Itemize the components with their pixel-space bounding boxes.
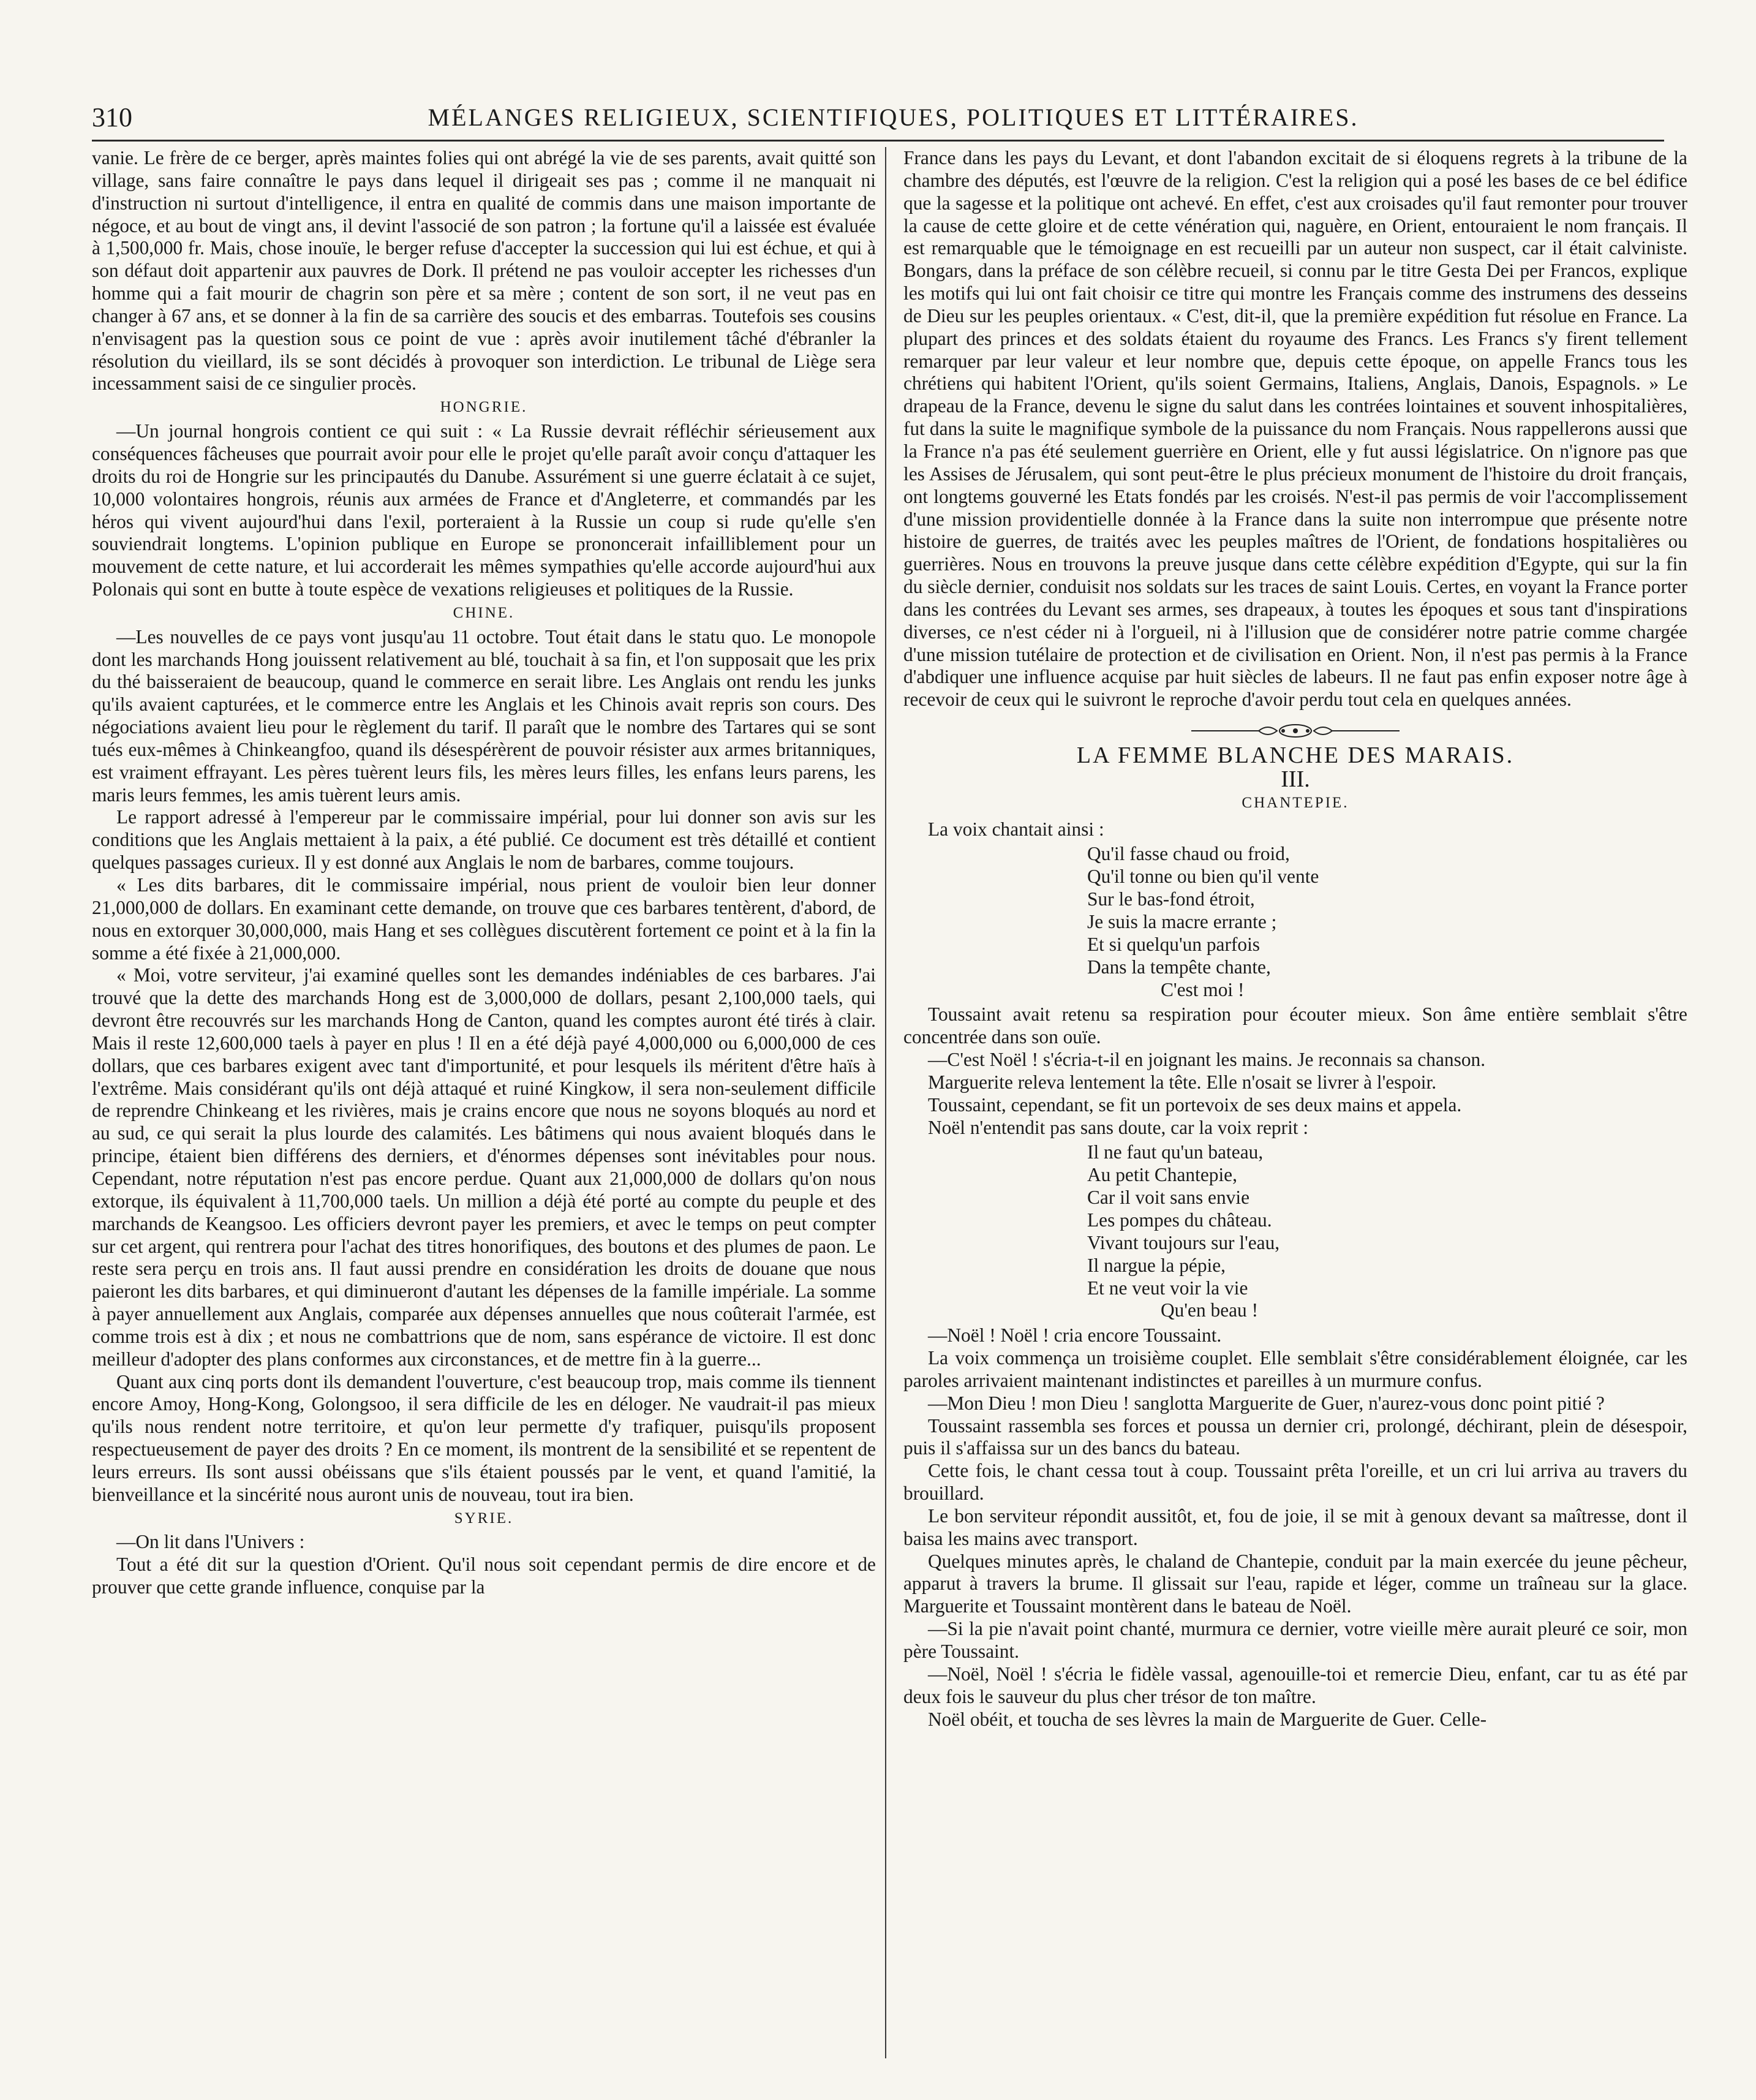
story-paragraph: —Noël, Noël ! s'écria le fidèle vassal, agenouille-toi et remercie Dieu, enfant, car tu as été par deux fois le sauveur du plus cher trésor de ton maître.: [903, 1663, 1687, 1707]
story-paragraph: Marguerite releva lentement la tête. Elle n'osait se livrer à l'espoir.: [928, 1071, 1437, 1093]
page-number: 310: [92, 102, 132, 132]
verse-line: Qu'il fasse chaud ou froid,: [1087, 843, 1290, 865]
song-verse: [1087, 1141, 1687, 1322]
article-paragraph: Tout a été dit sur la question d'Orient. Qu'il nous soit cependant permis de dire encore et de prouver que cette grande influence, conquise par la: [92, 1554, 876, 1598]
article-paragraph: vanie. Le frère de ce berger, après maintes folies qui ont abrégé la vie de ses parents, avait quitté son village, sans faire connaître le pays dans lequel il dirigeait ses pas ; comme il ne manquait ni d'instruction ni surtout d'intelligence, il entra en qualité de commis dans une maison importante de négoce, et au bout de vingt ans, il devint l'associé de son patron ; la fortune qu'il a laissée est évaluée à 1,500,000 fr. Mais, chose inouïe, le berger refuse d'accepter la succession qui lui est échue, et qui à son défaut doit appartenir aux pauvres de Dork. Il prétend ne pas vouloir accepter les richesses d'un homme qui a fait mourir de chagrin son père et sa mère ; content de son sort, il ne veut pas en changer à 67 ans, et se donner à la fin de sa carrière des soucis et des embarras. Toutefois ses cousins n'envisagent pas la question sous ce point de vue : après avoir inutilement tâché d'ébranler la résolution du vieillard, ils se sont décidés à provoquer son interdiction. Le tribunal de Liège sera incessamment saisi de ce singulier procès.: [92, 147, 876, 395]
chapter-number: III.: [1281, 766, 1310, 792]
article-paragraph: « Les dits barbares, dit le commissaire impérial, nous prient de vouloir bien leur donner 21,000,000 de dollars. En examinant cette demande, on trouve que ces barbares tentèrent, d'abord, de nous en extorquer 30,000,000, mais Hang et ses collègues discutèrent fortement ce point et à la fin la somme a été fixée à 21,000,000.: [92, 874, 876, 964]
verse-line: Car il voit sans envie: [1087, 1187, 1250, 1209]
story-paragraph: Le bon serviteur répondit aussitôt, et, fou de joie, il se mit à genoux devant sa maîtresse, dont il baisa les mains avec transport.: [903, 1505, 1687, 1549]
story-paragraph: —C'est Noël ! s'écria-t-il en joignant les mains. Je reconnais sa chanson.: [928, 1049, 1486, 1071]
article-paragraph: Quant aux cinq ports dont ils demandent l'ouverture, c'est beaucoup trop, mais comme ils tiennent encore Amoy, Hong-Kong, Golongsoo, il sera difficile de les en déloger. Ne vaudrait-il pas mieux qu'ils nous rendent notre territoire, et qu'on leur permette d'y trafiquer, puisqu'ils proposent respectueusement de payer des droits ? En ce moment, ils montrent de la sensibilité et se repentent de leurs erreurs. Ils sont aussi obéissans que s'ils étaient poussés par le vent, et quand l'amitié, la bienveillance et la sincérité nous auront unis de nouveau, tout ira bien.: [92, 1370, 876, 1505]
song-verse: [1087, 843, 1687, 1001]
column-divider: [885, 147, 886, 2058]
story-paragraph: Cette fois, le chant cessa tout à coup. Toussaint prêta l'oreille, et un cri lui arriva au travers du brouillard.: [903, 1460, 1687, 1505]
verse-line: Dans la tempête chante,: [1087, 956, 1271, 978]
story-paragraph: —Noël ! Noël ! cria encore Toussaint.: [928, 1324, 1222, 1346]
verse-line: Qu'il tonne ou bien qu'il vente: [1087, 866, 1319, 888]
story-paragraph: Toussaint avait retenu sa respiration pour écouter mieux. Son âme entière semblait s'être concentrée dans son ouïe.: [903, 1003, 1687, 1048]
story-paragraph: Toussaint, cependant, se fit un portevoix de ses deux mains et appela.: [928, 1093, 1462, 1116]
story-paragraph: La voix chantait ainsi :: [928, 818, 1104, 840]
verse-line: Qu'en beau !: [1161, 1299, 1259, 1321]
story-paragraph: —Mon Dieu ! mon Dieu ! sanglotta Marguerite de Guer, n'aurez-vous donc point pitié ?: [928, 1392, 1605, 1414]
article-paragraph: —Un journal hongrois contient ce qui suit : « La Russie devrait réfléchir sérieusement aux conséquences fâcheuses que pourrait avoir pour elle le projet qu'elle paraît avoir conçu d'attaquer les droits du roi de Hongrie sur les principautés du Danube. Assurément si une guerre éclatait à ce sujet, 10,000 volontaires hongrois, réunis aux armées de France et d'Angleterre, et commandés par les héros qui vivent aujourd'hui dans l'exil, porteraient à la Russie un coup si rude qu'elle s'en souviendrait longtems. L'opinion publique en Europe se prononcerait infailliblement pour un mouvement de cette nature, et lui accorderait les mêmes sympathies qu'elle accorde aujourd'hui aux Polonais qui sont en butte à toute espèce de vexations religieuses et politiques de la Russie.: [92, 420, 876, 600]
page-header: [92, 97, 1664, 142]
chapter-subtitle: CHANTEPIE.: [1242, 794, 1349, 811]
article-paragraph: Le rapport adressé à l'empereur par le commissaire impérial, pour lui donner son avis sur les conditions que les Anglais mettaient à la paix, a été publié. Ce document est très détaillé et contient quelques passages curieux. Il y est donné aux Anglais le nom de barbares, comme toujours.: [92, 806, 876, 874]
ornament-divider: [903, 722, 1687, 741]
verse-line: Il ne faut qu'un bateau,: [1087, 1141, 1264, 1163]
article-paragraph: « Moi, votre serviteur, j'ai examiné quelles sont les demandes indéniables de ces barbares. J'ai trouvé que la dette des marchands Hong est de 3,000,000 de dollars, pesant 2,100,000 taels, qui devront être recouvrés sur les marchands Hong de Canton, quand les comptes auront été tirés à clair. Mais il reste 12,600,000 taels à payer en plus ! Il en a été déjà payé 4,000,000 ou 6,000,000 de ces dollars, que ces barbares exigent avec tant d'importunité, et pour lesquels ils méritent d'être haïs à l'extrême. Mais considérant qu'ils ont déjà attaqué et ruiné Kingkow, il sera non-seulement difficile de reprendre Chinkeang et les rivières, mais je crains encore que nous ne soyons bloqués au nord et au sud, ce qui serait la plus lourde des calamités. Les bâtimens qui nous avaient bloqués dans le principe, étaient bien différens des derniers, et d'énormes dépenses sont inévitables pour nous. Cependant, notre réputation n'est pas encore perdue. Quant aux 21,000,000 de dollars qu'on nous extorque, ils équivalent à 11,700,000 taels. Un million a déjà été porté au compte du peuple et des marchands de Keangsoo. Les officiers devront payer les premiers, et avec le temps on peut compter sur cet argent, qui rentrera pour l'achat des titres honorifiques, des boutons et des plumes de paon. Le reste sera perçu en trois ans. Il faut aussi prendre en considération les droits de douane que nous paieront les dits barbares, et qui diminueront d'autant les dépenses de la famille impériale. La somme à payer annuellement aux Anglais, comparée aux dépenses annuelles que nous coûterait l'armée, est comme trois est à dix ; et nous ne combattrions que de nom, sans espérance de victoire. Il est donc meilleur d'adopter des plans conformes aux circonstances, et de mettre fin à la guerre...: [92, 964, 876, 1370]
verse-line: C'est moi !: [1161, 978, 1245, 1000]
verse-line: Et si quelqu'un parfois: [1087, 933, 1260, 955]
verse-line: Les pompes du château.: [1087, 1209, 1272, 1231]
story-paragraph: Toussaint rassembla ses forces et poussa un dernier cri, prolongé, déchirant, plein de désespoir, puis il s'affaissa sur un des bancs du bateau.: [903, 1414, 1687, 1459]
verse-line: Et ne veut voir la vie: [1087, 1277, 1248, 1299]
running-title: MÉLANGES RELIGIEUX, SCIENTIFIQUES, POLITIQUES ET LITTÉRAIRES.: [428, 104, 1359, 131]
story-title: LA FEMME BLANCHE DES MARAIS.: [1076, 742, 1515, 769]
verse-line: Je suis la macre errante ;: [1087, 911, 1277, 932]
article-paragraph: —Les nouvelles de ce pays vont jusqu'au 11 octobre. Tout était dans le statu quo. Le monopole dont les marchands Hong jouissent relativement au blé, touchait à sa fin, et l'on supposait que les prix du thé baisseraient de beaucoup, quand le commerce en serait libre. Les Anglais ont rendu les junks qu'ils avaient capturées, et le commerce entre les Anglais et les Chinois avait repris son cours. Des négociations avaient lieu pour le règlement du tarif. Il paraît que le nombre des Tartares qui se sont tués eux-mêmes à Chinkeangfoo, quand ils désespérèrent de pouvoir résister aux armes britanniques, est vraiment effrayant. Les pères tuèrent leurs fils, les mères leurs filles, les enfans leurs parens, les maris leurs femmes, les amis tuèrent leurs amis.: [92, 625, 876, 806]
verse-line: Vivant toujours sur l'eau,: [1087, 1231, 1280, 1253]
right-column: [903, 147, 1687, 2052]
verse-line: Sur le bas-fond étroit,: [1087, 888, 1255, 910]
verse-line: Il nargue la pépie,: [1087, 1254, 1226, 1276]
section-heading-hongrie: HONGRIE.: [440, 399, 528, 416]
left-column: [92, 147, 876, 2052]
section-heading-syrie: SYRIE.: [454, 1509, 514, 1527]
story-paragraph: Quelques minutes après, le chaland de Chantepie, conduit par la main exercée du jeune pêcheur, apparut à travers la brume. Il glissait sur l'eau, rapide et léger, comme un traîneau sur la glace. Marguerite et Toussaint montèrent dans le bateau de Noël.: [903, 1550, 1687, 1617]
article-paragraph: France dans les pays du Levant, et dont l'abandon excitait de si éloquens regrets à la tribune de la chambre des députés, est l'œuvre de la religion. C'est la religion qui a posé les bases de ce bel édifice que la sagesse et la politique ont achevé. En effet, c'est aux croisades qu'il faut remonter pour trouver la cause de cette gloire et de cette vénération qui, naguère, en Orient, entouraient le nom français. Il est remarquable que le témoignage en est recueilli par un auteur non suspect, car il était calviniste. Bongars, dans la préface de son célèbre recueil, si connu par le titre Gesta Dei per Francos, explique les motifs qui lui ont fait choisir ce titre qui montre les Français comme des instrumens des desseins de Dieu sur les peuples orientaux. « C'est, dit-il, que la première expédition fut résolue en France. La plupart des princes et des soldats étaient du royaume des Francs. Les Francs s'y firent tellement remarquer par leur valeur et leur nombre que, depuis cette époque, on appelle Francs tous les chrétiens qui habitent l'Orient, qu'ils soient Germains, Italiens, Anglais, Danois, Espagnols. » Le drapeau de la France, devenu le signe du salut dans les contrées lointaines et souvent inhospitalières, fut dans la suite le magnifique symbole de la puissance du nom Français. Nous rappellerons aussi que la France n'a pas été seulement guerrière en Orient, elle y fut aussi législatrice. On n'ignore pas que les Assises de Jérusalem, qui sont peut-être le plus précieux monument de l'histoire du droit français, ont longtems gouverné les Etats fondés par les croisés. N'est-il pas permis de voir l'accomplissement d'une mission providentielle donnée à la France dans la suite non interrompue que présente notre histoire de guerres, de traités avec les peuples maîtres de l'Orient, de fondations hospitalières ou guerrières. Nous en trouvons la preuve jusque dans cette célèbre expédition d'Egypte, qui sur la fin du siècle dernier, conduisit nos soldats sur les traces de saint Louis. Certes, en voyant la France porter dans les contrées du Levant ses armes, ses drapeaux, à toutes les époques et sous tant d'inspirations diverses, ce n'est céder ni à l'orgueil, ni à l'illusion que de considérer notre patrie comme chargée d'une mission tutélaire de protection et de civilisation en Orient. Non, il n'est pas permis à la France d'abdiquer une influence acquise par huit siècles de labeurs. Il ne faut pas enfin exposer notre âge à recevoir de ceux qui le suivront le reproche d'avoir perdu tout cela en quelques années.: [903, 147, 1687, 711]
section-heading-chine: CHINE.: [453, 604, 515, 621]
verse-line: Au petit Chantepie,: [1087, 1164, 1237, 1186]
story-paragraph: Noël n'entendit pas sans doute, car la voix reprit :: [928, 1116, 1309, 1138]
ornament-icon: [1191, 722, 1400, 739]
story-paragraph: La voix commença un troisième couplet. Elle semblait s'être considérablement éloignée, car les paroles arrivaient maintenant indistinctes et pareilles à un murmure confus.: [903, 1347, 1687, 1391]
article-paragraph: —On lit dans l'Univers :: [116, 1531, 305, 1553]
story-paragraph: Noël obéit, et toucha de ses lèvres la main de Marguerite de Guer. Celle-: [928, 1708, 1487, 1730]
story-paragraph: —Si la pie n'avait point chanté, murmura ce dernier, votre vieille mère aurait pleuré ce soir, mon père Toussaint.: [903, 1618, 1687, 1662]
